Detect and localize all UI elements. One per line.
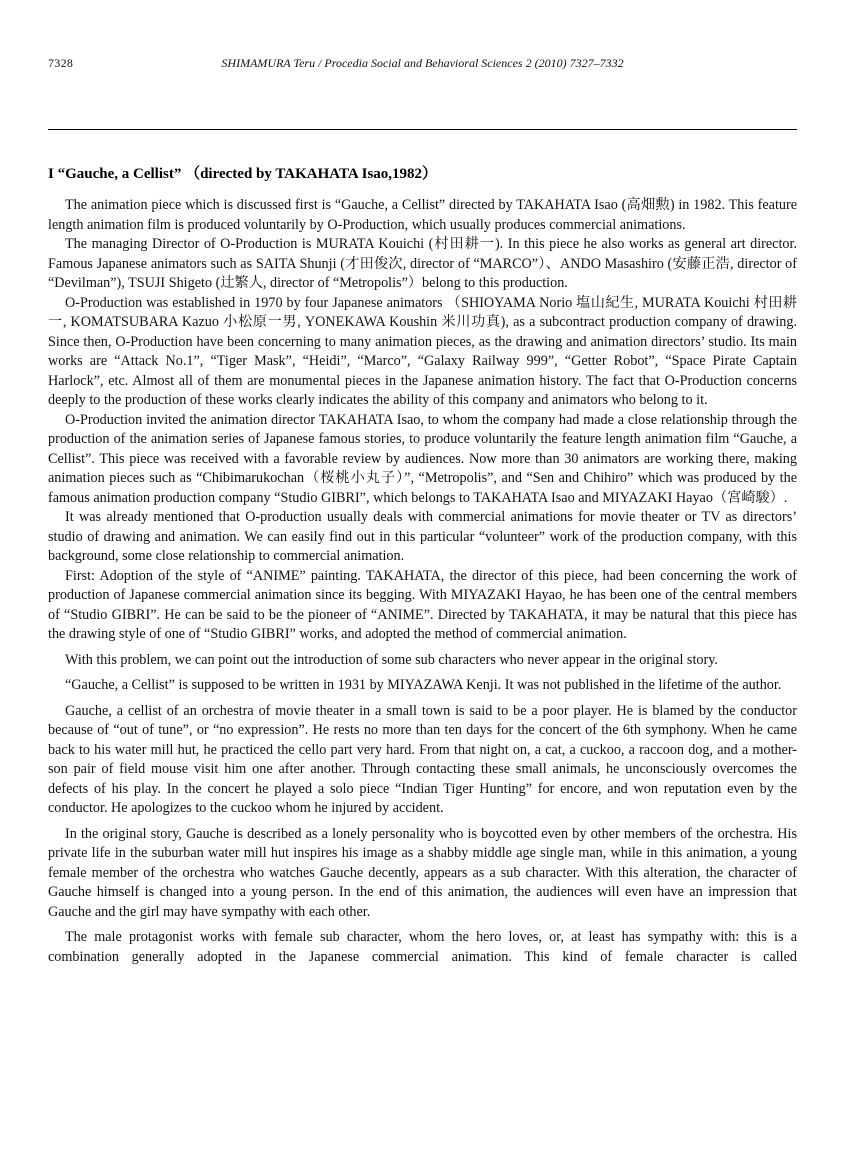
paragraph: O-Production invited the animation director TAKAHATA Isao, to whom the company had made a close relationship through the production of the animation series of Japanese famous stories, to produce voluntarily the feature length animation film “Gauche, a Cellist”. This piece was received with a favorable review by audiences. Now more than 30 animators are working there, making animation pieces such as “Chibimarukochan（桜桃小丸子）”, “Metropolis”, and “Sen and Chihiro” which was produced by the famous animation production company “Studio GIBRI”, which belongs to TAKAHATA Isao and MIYAZAKI Hayao（宮崎駿）. [48, 411, 797, 506]
paragraph: O-Production was established in 1970 by four Japanese animators （SHIOYAMA Norio 塩山紀生, MURATA Kouichi 村田耕一, KOMATSUBARA Kazuo 小松原一男, YONEKAWA Koushin 米川功真), as a subcontract production company of drawing. Since then, O-Production have been concerning to many animation pieces, as the drawing and animation directors’ studio. Its main works are “Attack No.1”, “Tiger Mask”, “Heidi”, “Marco”, “Galaxy Railway 999”, “Getter Robot”, “Space Pirate Captain Harlock”, etc. Almost all of them are monumental pieces in the Japanese animation history. The fact that O-Production concerns deeply to the production of these works clearly indicates the ability of this company and animators who belong to it. [48, 294, 797, 408]
page-number: 7328 [48, 56, 74, 70]
page-header [48, 0, 797, 70]
section-heading: I “Gauche, a Cellist” （directed by TAKAHATA Isao,1982） [48, 166, 438, 182]
paragraph: It was already mentioned that O-production usually deals with commercial animations for movie theater or TV as directors’ studio of drawing and animation. We can easily find out in this particular “volunteer” work of the production company, with this background, some close relationship to commercial animation. [48, 509, 797, 564]
paragraph: The managing Director of O-Production is MURATA Kouichi (村田耕一). In this piece he also works as general art director. Famous Japanese animators such as SAITA Shunji (才田俊次, director of “MARCO”）、ANDO Masashiro (安藤正浩, director of “Devilman”), TSUJI Shigeto (辻繁人, director of “Metropolis”）belong to this production. [48, 236, 797, 291]
paragraph: In the original story, Gauche is described as a lonely personality who is boycotted even by other members of the orchestra. His private life in the suburban water mill hut inspires his image as a shabby middle age single man, while in this animation, a young female member of the orchestra who watches Gauche decently, appears as a sub character. With this alteration, the character of Gauche himself is changed into a young person. In the end of this animation, the audiences will even have an impression that Gauche and the girl may have sympathy with each other. [48, 825, 797, 920]
paragraph: First: Adoption of the style of “ANIME” painting. TAKAHATA, the director of this piece, had been concerning the work of production of Japanese commercial animation since its begging. With MIYAZAKI Hayao, he has been one of the central members of “Studio GIBRI”. He can be said to be the pioneer of “ANIME”. Directed by TAKAHATA, it may be natural that this piece has the drawing style of one of “Studio GIBRI” works, and adopted the method of commercial animation. [48, 567, 797, 642]
paragraph: Gauche, a cellist of an orchestra of movie theater in a small town is said to be a poor player. He is blamed by the conductor because of “out of tune”, or “no expression”. He rests no more than ten days for the concert of the 6th symphony. When he came back to his water mill hut, he practiced the cello part very hard. From that night on, a cat, a cuckoo, a raccoon dog, and a mother-son pair of field mouse visit him one after another. Through contacting these small animals, he unconsciously overcomes the defects of his play. In the concert he played a solo piece “Indian Tiger Hunting” for encore, and won reputation even by the conductor. He apologizes to the cuckoo whom he injured by accident. [48, 702, 797, 816]
paragraph: With this problem, we can point out the introduction of some sub characters who never appear in the original story. [65, 651, 718, 668]
paragraph: The animation piece which is discussed first is “Gauche, a Cellist” directed by TAKAHATA Isao (高畑勲) in 1982. This feature length animation film is produced voluntarily by O-Production, which usually produces commercial animations. [48, 197, 797, 233]
header-rule [48, 129, 797, 130]
article-body [48, 196, 797, 967]
paragraph: The male protagonist works with female sub character, whom the hero loves, or, at least has sympathy with: this is a combination generally adopted in the Japanese commercial animation. This kind of female character is called [48, 929, 797, 965]
paragraph: “Gauche, a Cellist” is supposed to be written in 1931 by MIYAZAWA Kenji. It was not published in the lifetime of the author. [65, 677, 782, 693]
running-head: SHIMAMURA Teru / Procedia Social and Behavioral Sciences 2 (2010) 7327–7332 [221, 56, 624, 70]
